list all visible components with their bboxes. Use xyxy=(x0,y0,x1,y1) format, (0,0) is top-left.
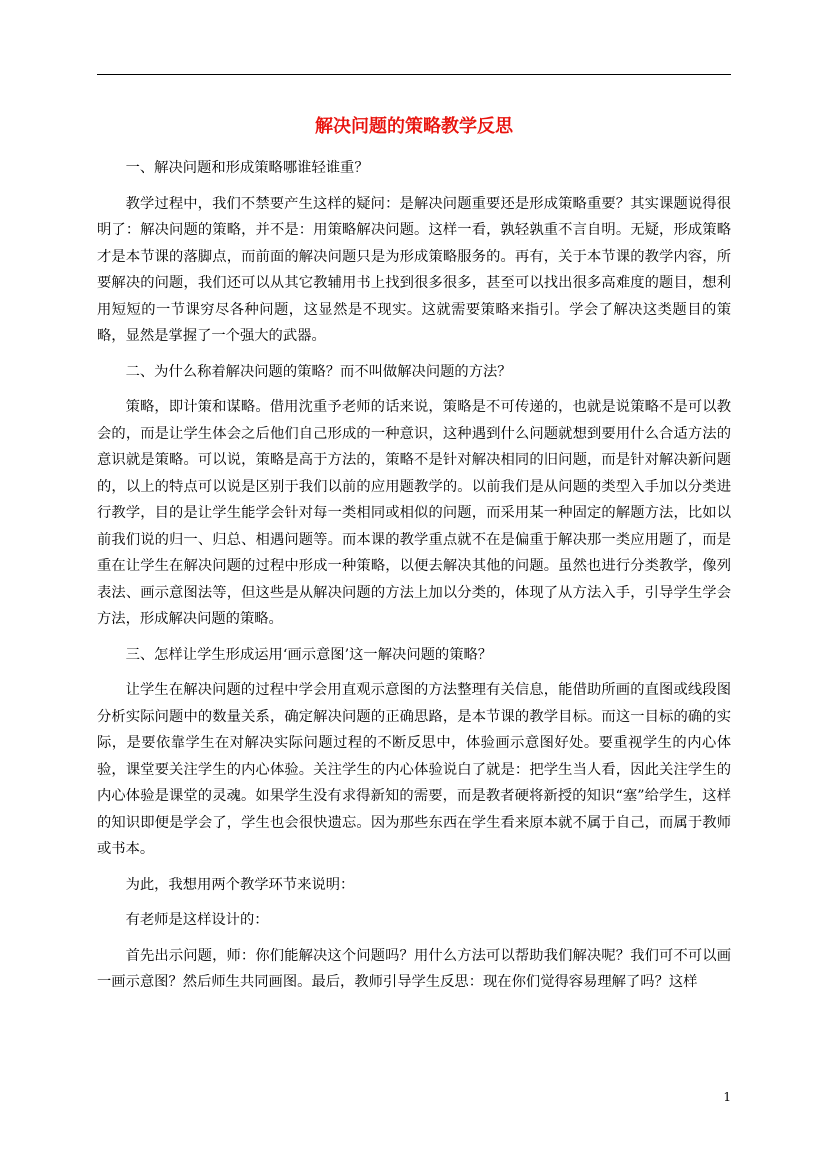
section-heading-2: 二、为什么称着解决问题的策略？而不叫做解决问题的方法？ xyxy=(125,363,512,380)
page-number: 1 xyxy=(723,1090,731,1104)
section-heading-3: 三、怎样让学生形成运用‘画示意图’这一解决问题的策略？ xyxy=(125,646,493,663)
paragraph-2: 策略，即计策和谋略。借用沈重予老师的话来说，策略是不可传递的，也就是说策略不是可以教会的，而是让学生体会之后他们自己形成的一种意识，这种遇到什么问题就想到要用什么合适方法的意识就是策略。可以说，策略是高于方法的，策略不是针对解决相同的旧问题，而是针对解决新问题的，以上的特点可以说是区别于我们以前的应用题教学的。以前我们是从问题的类型入手加以分类进行教学，目的是让学生能学会针对每一类相同或相似的问题，而采用某一种固定的解题方法，比如以前我们说的归一、归总、相遇问题等。而本课的教学重点就不在是偏重于解决那一类应用题了，而是重在让学生在解决问题的过程中形成一种策略，以便去解决其他的问题。虽然也进行分类教学，像列表法、画示意图法等，但这些是从解决问题的方法上加以分类的，体现了从方法入手，引导学生学会方法，形成解决问题的策略。 xyxy=(97,399,731,627)
paragraph-4: 为此，我想用两个教学环节来说明： xyxy=(125,876,355,893)
document-title: 解决问题的策略教学反思 xyxy=(315,116,513,137)
paragraph-6: 首先出示问题，师：你们能解决这个问题吗？用什么方法可以帮助我们解决呢？我们可不可以画一画示意图？然后师生共同画图。最后，教师引导学生反思：现在你们觉得容易理解了吗？这样 xyxy=(97,947,731,990)
paragraph-5: 有老师是这样设计的： xyxy=(125,912,269,928)
document-body xyxy=(97,155,731,1005)
header-rule xyxy=(97,74,731,75)
paragraph-1: 教学过程中，我们不禁要产生这样的疑问：是解决问题重要还是形成策略重要？其实课题说得很明了：解决问题的策略，并不是：用策略解决问题。这样一看，孰轻孰重不言自明。无疑，形成策略才是本节课的落脚点，而前面的解决问题只是为形成策略服务的。再有，关于本节课的教学内容，所要解决的问题，我们还可以从其它教辅用书上找到很多很多，甚至可以找出很多高难度的题目，想利用短短的一节课穷尽各种问题，这显然是不现实。这就需要策略来指引。学会了解决这类题目的策略，显然是掌握了一个强大的武器。 xyxy=(97,195,731,344)
section-heading-1: 一、解决问题和形成策略哪谁轻谁重？ xyxy=(125,160,369,176)
paragraph-3: 让学生在解决问题的过程中学会用直观示意图的方法整理有关信息，能借助所画的直图或线段图分析实际问题中的数量关系，确定解决问题的正确思路，是本节课的教学目标。而这一目标的确的实际，是要依靠学生在对解决实际问题过程的不断反思中，体验画示意图好处。要重视学生的内心体验，课堂要关注学生的内心体验。关注学生的内心体验说白了就是：把学生当人看，因此关注学生的内心体验是课堂的灵魂。如果学生没有求得新知的需要，而是教者硬将新授的知识“塞”给学生，这样的知识即便是学会了，学生也会很快遗忘。因为那些东西在学生看来原本就不属于自己，而属于教师或书本。 xyxy=(97,682,731,857)
